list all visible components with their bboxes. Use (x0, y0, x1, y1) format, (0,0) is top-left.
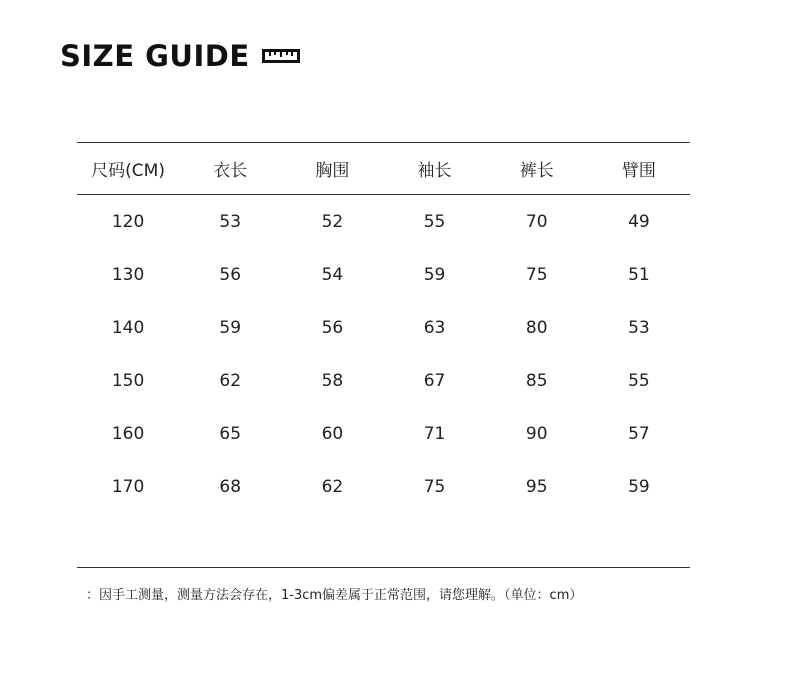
title-row (60, 36, 300, 76)
measurement-note: ：因手工测量，测量方法会存在，1-3cm偏差属于正常范围，请您理解。（单位：cm） (86, 588, 583, 603)
table-cell: 120 (111, 211, 145, 232)
table-cell: 60 (321, 423, 344, 444)
table-cell: 56 (321, 317, 344, 338)
table-row (77, 248, 690, 301)
table-cell: 75 (423, 476, 446, 497)
column-header-sleeve: 袖长 (417, 161, 452, 181)
table-cell: 90 (525, 423, 548, 444)
table-cell: 85 (525, 370, 548, 391)
table-cell: 52 (321, 211, 344, 232)
table-cell: 51 (628, 264, 650, 285)
table-cell: 140 (111, 317, 145, 338)
column-header-pants: 裤长 (519, 161, 554, 181)
table-cell: 53 (628, 317, 650, 338)
size-table (77, 142, 690, 513)
table-cell: 58 (321, 370, 344, 391)
table-cell: 53 (219, 211, 242, 232)
table-cell: 170 (111, 476, 145, 497)
size-table-container (77, 142, 690, 513)
table-cell: 160 (111, 423, 145, 444)
table-cell: 67 (423, 370, 446, 391)
table-cell: 57 (628, 423, 650, 444)
column-header-size: 尺码(CM) (91, 161, 165, 181)
table-cell: 63 (423, 317, 446, 338)
page-title: SIZE GUIDE (60, 39, 250, 73)
table-cell: 70 (525, 211, 548, 232)
table-cell: 56 (219, 264, 242, 285)
column-header-length: 衣长 (213, 161, 248, 181)
table-cell: 59 (423, 264, 446, 285)
table-row (77, 460, 690, 513)
column-header-arm: 臂围 (621, 161, 656, 181)
table-row (77, 301, 690, 354)
table-cell: 59 (219, 317, 242, 338)
table-cell: 71 (423, 423, 446, 444)
table-cell: 75 (525, 264, 548, 285)
table-row (77, 354, 690, 407)
column-header-chest: 胸围 (315, 161, 350, 181)
table-cell: 95 (525, 476, 548, 497)
table-cell: 62 (219, 370, 242, 391)
table-row (77, 407, 690, 460)
table-cell: 130 (111, 264, 145, 285)
table-cell: 62 (321, 476, 344, 497)
table-cell: 49 (628, 211, 650, 232)
table-cell: 68 (219, 476, 242, 497)
table-cell: 55 (628, 370, 650, 391)
table-row (77, 195, 690, 249)
table-cell: 65 (219, 423, 242, 444)
table-cell: 59 (628, 476, 650, 497)
table-cell: 80 (525, 317, 548, 338)
table-bottom-divider (77, 567, 690, 568)
table-cell: 54 (321, 264, 344, 285)
table-header-row (77, 143, 690, 195)
ruler-icon (262, 47, 300, 65)
table-cell: 55 (423, 211, 446, 232)
table-cell: 150 (111, 370, 145, 391)
